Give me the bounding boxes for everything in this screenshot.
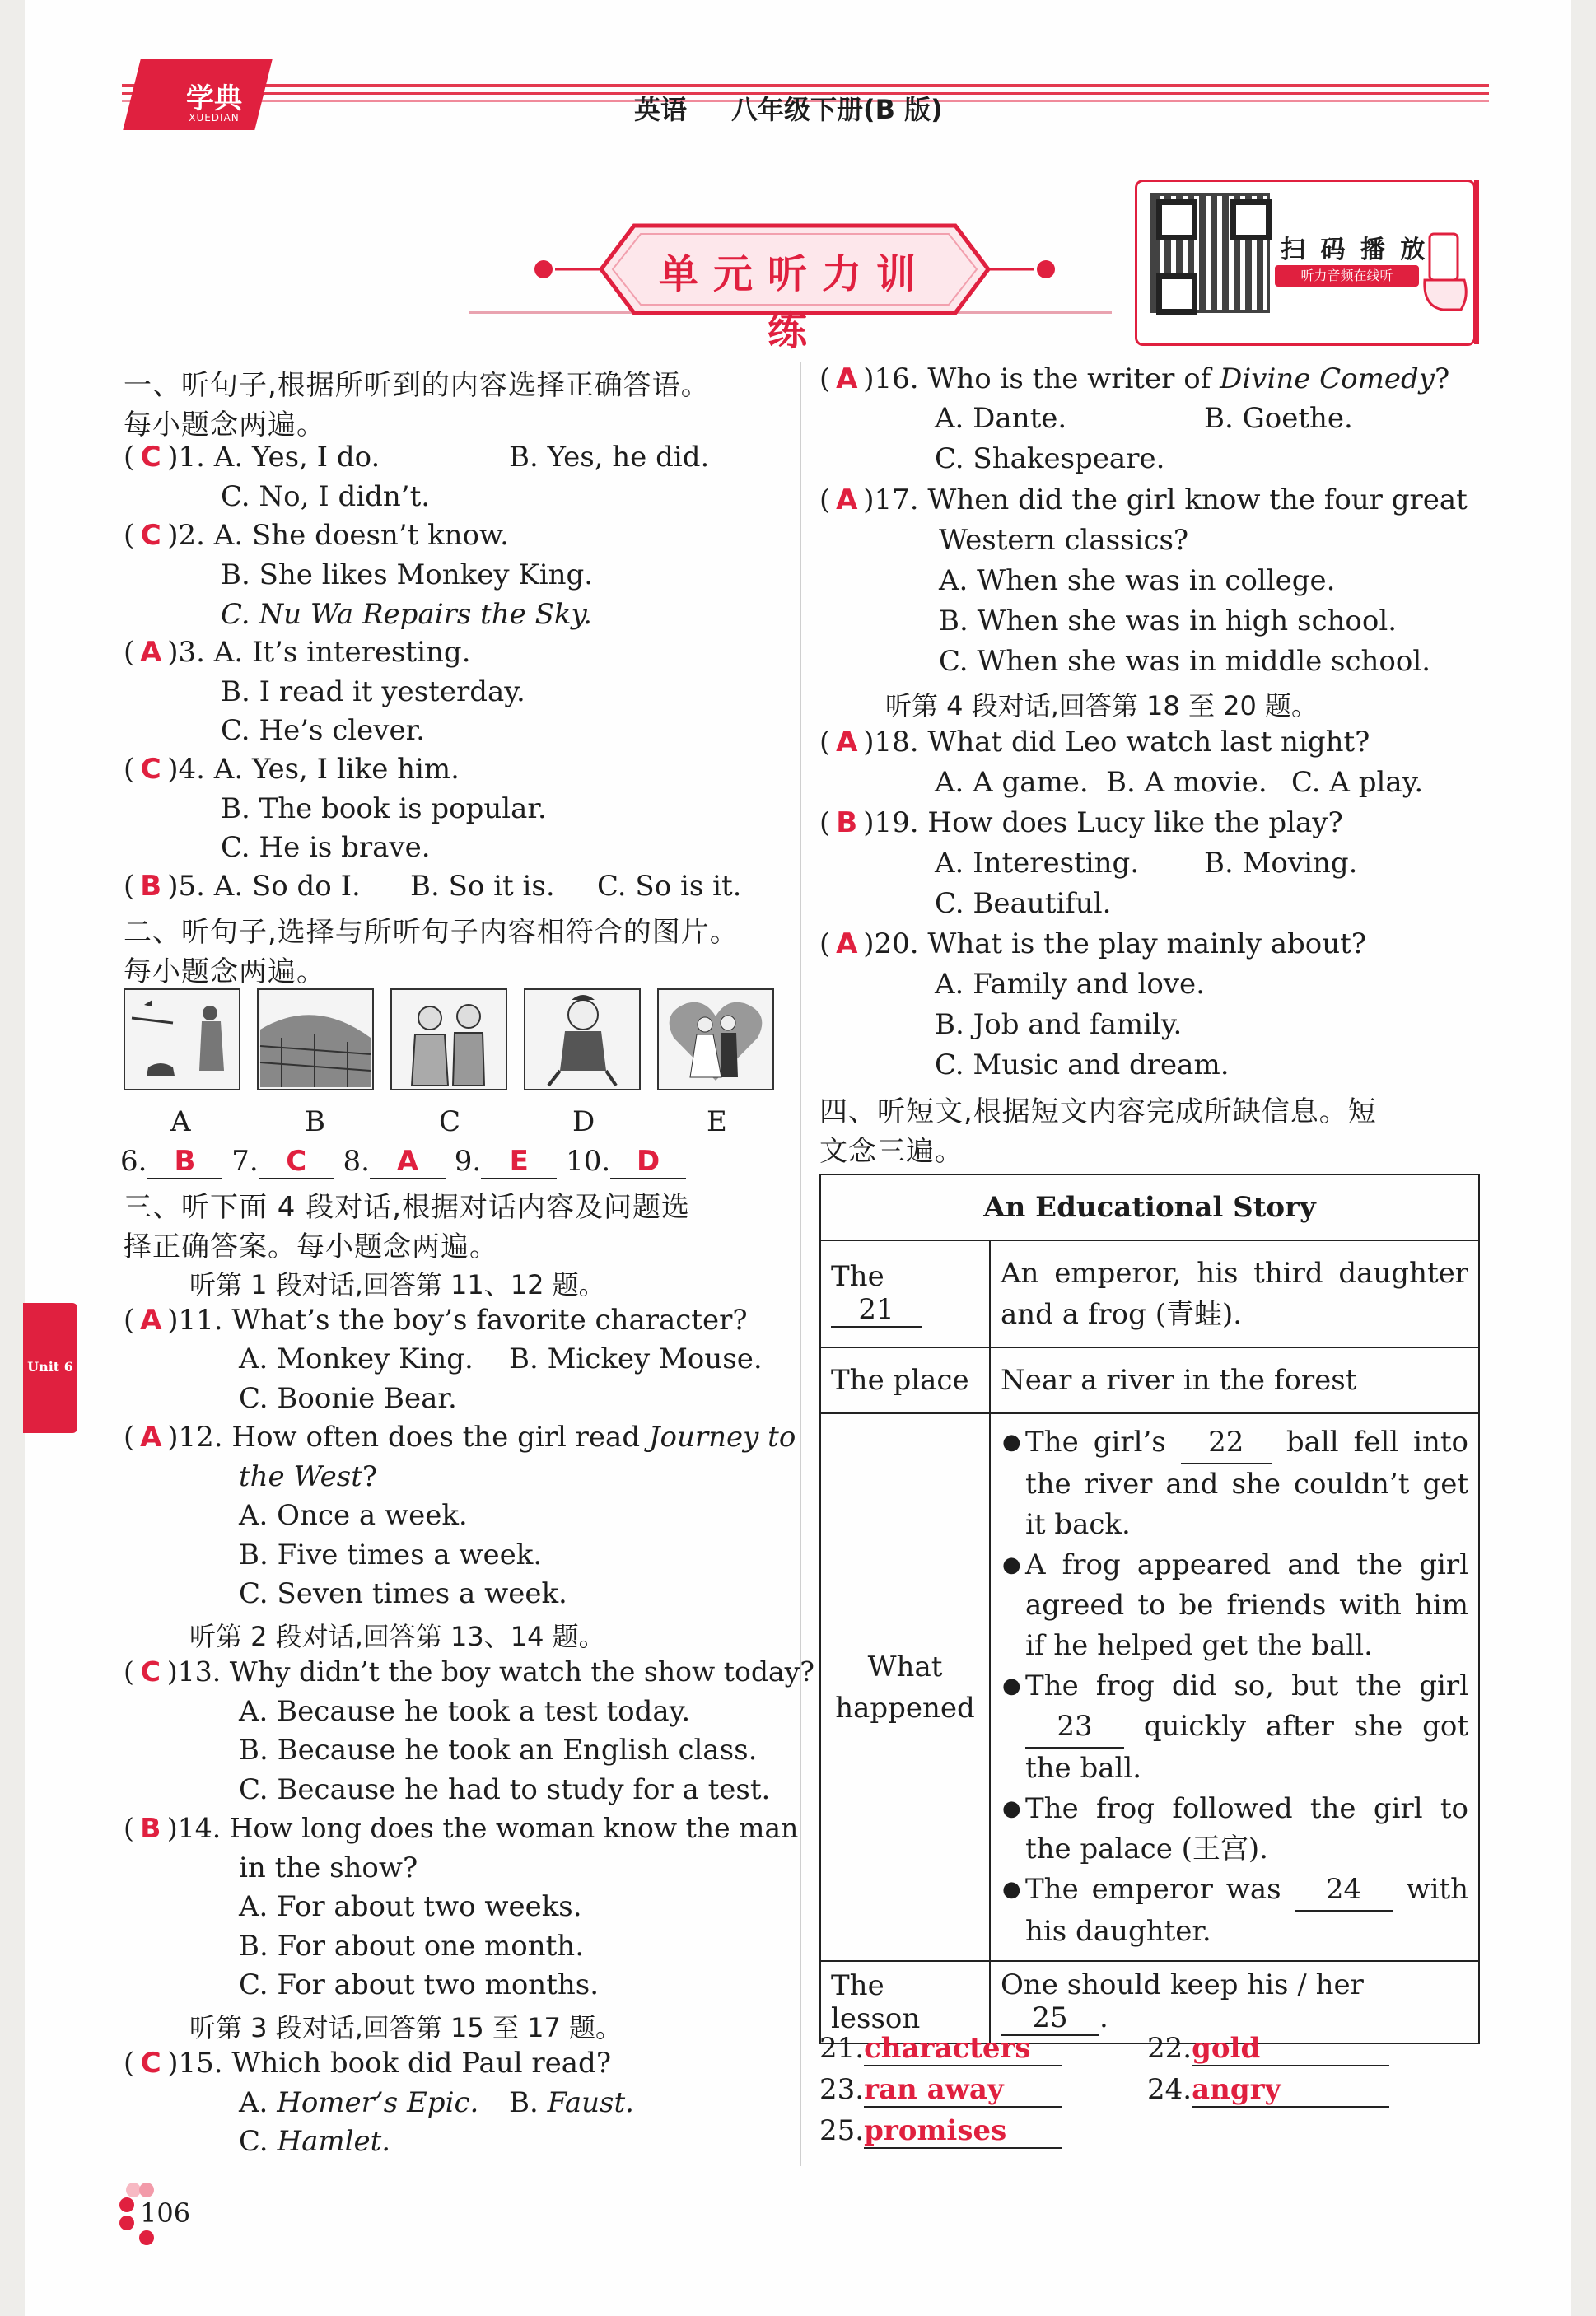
blank-25[interactable]: 25 bbox=[1001, 2001, 1099, 2036]
answer-21: characters bbox=[864, 2032, 1031, 2065]
q20-option-a: A. Family and love. bbox=[935, 968, 1205, 1001]
picture-a-hunter bbox=[124, 988, 240, 1090]
answer-line-24: 24.angry bbox=[1147, 2073, 1389, 2108]
event-5: ● The emperor was 24 with his daughter. bbox=[1001, 1870, 1468, 1952]
unit-side-tab-label: Unit 6 bbox=[27, 1359, 73, 1375]
picture-label-a: A bbox=[170, 1105, 191, 1138]
q18-option-a: A. A game. bbox=[935, 766, 1089, 799]
q11-option-b: B. Mickey Mouse. bbox=[509, 1342, 763, 1375]
row-characters-label: The 21 bbox=[820, 1240, 990, 1347]
row-characters-content: An emperor, his third daughter and a frog (青蛙). bbox=[990, 1240, 1479, 1347]
answer-line-22: 22.gold bbox=[1147, 2032, 1389, 2066]
answer-5: B bbox=[140, 870, 162, 903]
q3-option-b: B. I read it yesterday. bbox=[221, 675, 525, 708]
q12-option-c: C. Seven times a week. bbox=[239, 1577, 567, 1610]
answer-line-23: 23.ran away bbox=[819, 2073, 1062, 2108]
answer-18: A bbox=[836, 726, 858, 759]
answer-20: A bbox=[836, 927, 858, 960]
q4-option-b: B. The book is popular. bbox=[221, 792, 547, 825]
question-1: ( C )1. A. Yes, I do. bbox=[124, 441, 380, 474]
dialogue-3-label: 听第 3 段对话,回答第 15 至 17 题。 bbox=[189, 2012, 623, 2043]
q16-option-c: C. Shakespeare. bbox=[935, 442, 1165, 475]
q11-option-c: C. Boonie Bear. bbox=[239, 1382, 457, 1415]
question-16: ( A )16. Who is the writer of Divine Comedy? bbox=[819, 362, 1450, 395]
question-3: ( A )3. A. It’s interesting. bbox=[124, 636, 471, 669]
answer-14: B bbox=[140, 1812, 161, 1844]
table-title: An Educational Story bbox=[820, 1174, 1479, 1240]
answer-4: C bbox=[140, 753, 161, 786]
question-14: ( B )14. How long does the woman know the man bbox=[124, 1812, 799, 1844]
q14-option-c: C. For about two months. bbox=[239, 1968, 600, 2001]
answer-8: A bbox=[396, 1145, 419, 1178]
section-3-instruction-2: 择正确答案。每小题念两遍。 bbox=[124, 1230, 498, 1263]
hand-phone-icon bbox=[1418, 231, 1472, 313]
answer-2: C bbox=[140, 519, 161, 552]
qr-sublabel: 听力音频在线听 bbox=[1275, 265, 1419, 287]
q1-option-c: C. No, I didn’t. bbox=[221, 480, 431, 513]
answer-16: A bbox=[836, 362, 858, 395]
row-lesson-label: The lesson bbox=[820, 1961, 990, 2043]
logo-subtext: XUEDIAN bbox=[189, 112, 240, 124]
section-4-instruction: 四、听短文,根据短文内容完成所缺信息。短 bbox=[819, 1095, 1377, 1128]
question-2: ( C )2. A. She doesn’t know. bbox=[124, 519, 509, 552]
q15-option-c: C. Hamlet. bbox=[239, 2125, 391, 2158]
section-1-instruction-2: 每小题念两遍。 bbox=[124, 409, 325, 441]
q13-option-b: B. Because he took an English class. bbox=[239, 1734, 758, 1767]
q16-option-a: A. Dante. bbox=[935, 402, 1067, 435]
q19-option-b: B. Moving. bbox=[1204, 847, 1358, 880]
picture-label-c: C bbox=[439, 1105, 461, 1138]
q15-option-b: B. Faust. bbox=[509, 2086, 634, 2119]
section-4-instruction-2: 文念三遍。 bbox=[819, 1135, 964, 1168]
story-table bbox=[819, 1174, 1480, 2044]
picture-c-old-couple bbox=[390, 988, 507, 1090]
question-11: ( A )11. What’s the boy’s favorite character? bbox=[124, 1304, 748, 1337]
answer-12: A bbox=[140, 1421, 162, 1454]
question-12-cont: the West? bbox=[239, 1460, 378, 1493]
event-2: ● A frog appeared and the girl agreed to be friends with him if he helped get the ball. bbox=[1001, 1545, 1468, 1666]
question-12: ( A )12. How often does the girl read Journey to bbox=[124, 1421, 796, 1454]
answer-6: B bbox=[174, 1145, 196, 1178]
q4-option-c: C. He is brave. bbox=[221, 831, 431, 864]
banner-title: 单元听力训练 bbox=[658, 251, 931, 354]
answer-row-6-10: 6. B 7. C 8. A 9. E 10. D bbox=[120, 1145, 686, 1179]
answer-23: ran away bbox=[864, 2073, 1004, 2106]
qr-label: 扫 码 播 放 bbox=[1281, 236, 1429, 264]
question-13: ( C )13. Why didn’t the boy watch the show today? bbox=[124, 1655, 814, 1688]
section-2-instruction: 二、听句子,选择与所听句子内容相符合的图片。 bbox=[124, 916, 739, 949]
q5-option-c: C. So is it. bbox=[597, 870, 742, 903]
answer-3: A bbox=[140, 636, 162, 669]
q19-option-c: C. Beautiful. bbox=[935, 887, 1112, 920]
q2-option-b: B. She likes Monkey King. bbox=[221, 558, 594, 591]
q14-option-a: A. For about two weeks. bbox=[239, 1890, 582, 1923]
page-number: 106 bbox=[140, 2197, 191, 2229]
section-1-instruction: 一、听句子,根据所听到的内容选择正确答语。 bbox=[124, 369, 710, 402]
dialogue-1-label: 听第 1 段对话,回答第 11、12 题。 bbox=[189, 1269, 605, 1300]
blank-22[interactable]: 22 bbox=[1181, 1422, 1272, 1464]
answer-1: C bbox=[140, 441, 161, 474]
picture-label-d: D bbox=[572, 1105, 595, 1138]
answer-9: E bbox=[509, 1145, 529, 1178]
q17-option-b: B. When she was in high school. bbox=[939, 605, 1398, 637]
answer-line-21: 21.characters bbox=[819, 2032, 1062, 2066]
answer-19: B bbox=[836, 806, 858, 839]
q5-option-b: B. So it is. bbox=[410, 870, 555, 903]
answer-15: C bbox=[140, 2047, 161, 2080]
answer-7: C bbox=[286, 1145, 307, 1178]
q3-option-c: C. He’s clever. bbox=[221, 714, 425, 747]
section-2-instruction-2: 每小题念两遍。 bbox=[124, 955, 325, 988]
answer-17: A bbox=[836, 483, 858, 516]
q2-option-c: C. Nu Wa Repairs the Sky. bbox=[221, 598, 592, 631]
row-place-content: Near a river in the forest bbox=[990, 1347, 1479, 1413]
q17-option-c: C. When she was in middle school. bbox=[939, 645, 1431, 678]
question-20: ( A )20. What is the play mainly about? bbox=[819, 927, 1367, 960]
picture-d-sad-man bbox=[524, 988, 641, 1090]
section-3-instruction: 三、听下面 4 段对话,根据对话内容及问题选 bbox=[124, 1191, 691, 1224]
q12-option-a: A. Once a week. bbox=[239, 1499, 468, 1532]
column-divider bbox=[800, 362, 801, 2166]
q13-option-a: A. Because he took a test today. bbox=[239, 1695, 691, 1728]
q14-option-b: B. For about one month. bbox=[239, 1930, 585, 1963]
blank-23[interactable]: 23 bbox=[1025, 1707, 1124, 1749]
row-events-content bbox=[990, 1413, 1479, 1961]
header-subject: 英语 bbox=[634, 94, 688, 125]
answer-22: gold bbox=[1192, 2032, 1261, 2065]
q16-option-b: B. Goethe. bbox=[1204, 402, 1353, 435]
header-grade: 八年级下册(B 版) bbox=[731, 94, 943, 125]
blank-21[interactable]: 21 bbox=[831, 1293, 922, 1328]
q18-option-c: C. A play. bbox=[1291, 766, 1424, 799]
row-place-label: The place bbox=[820, 1347, 990, 1413]
question-15: ( C )15. Which book did Paul read? bbox=[124, 2047, 612, 2080]
q1-option-b: B. Yes, he did. bbox=[509, 441, 710, 474]
dialogue-2-label: 听第 2 段对话,回答第 13、14 题。 bbox=[189, 1621, 605, 1652]
q12-option-b: B. Five times a week. bbox=[239, 1539, 543, 1571]
question-17-cont: Western classics? bbox=[939, 524, 1189, 557]
logo-text: 学典 bbox=[186, 82, 242, 115]
q15-option-a: A. Homer’s Epic. bbox=[239, 2086, 479, 2119]
answer-13: C bbox=[140, 1655, 161, 1688]
q11-option-a: A. Monkey King. bbox=[239, 1342, 474, 1375]
event-4: ● The frog followed the girl to the palace (王宫). bbox=[1001, 1789, 1468, 1870]
picture-b-wall bbox=[257, 988, 374, 1090]
row-events-label: What happened bbox=[820, 1413, 990, 1961]
question-17: ( A )17. When did the girl know the four great bbox=[819, 483, 1468, 516]
picture-label-e: E bbox=[707, 1105, 727, 1138]
blank-24[interactable]: 24 bbox=[1295, 1870, 1393, 1912]
question-18: ( A )18. What did Leo watch last night? bbox=[819, 726, 1370, 759]
answer-line-25: 25.promises bbox=[819, 2114, 1062, 2149]
question-14-cont: in the show? bbox=[239, 1851, 418, 1884]
question-5: ( B )5. A. So do I. bbox=[124, 870, 361, 903]
answer-25: promises bbox=[864, 2114, 1007, 2147]
row-lesson-content: One should keep his / her 25 . bbox=[990, 1961, 1479, 2043]
q20-option-b: B. Job and family. bbox=[935, 1008, 1183, 1041]
q20-option-c: C. Music and dream. bbox=[935, 1048, 1230, 1081]
answer-11: A bbox=[140, 1304, 162, 1337]
q13-option-c: C. Because he had to study for a test. bbox=[239, 1773, 771, 1806]
q19-option-a: A. Interesting. bbox=[935, 847, 1140, 880]
question-19: ( B )19. How does Lucy like the play? bbox=[819, 806, 1343, 839]
picture-label-b: B bbox=[305, 1105, 325, 1138]
answer-10: D bbox=[637, 1145, 660, 1178]
dialogue-4-label: 听第 4 段对话,回答第 18 至 20 题。 bbox=[885, 690, 1318, 721]
event-1: ● The girl’s 22 ball fell into the river and she couldn’t get it back. bbox=[1001, 1422, 1468, 1545]
question-4: ( C )4. A. Yes, I like him. bbox=[124, 753, 460, 786]
event-3: ● The frog did so, but the girl 23 quickly after she got the ball. bbox=[1001, 1666, 1468, 1789]
picture-e-wedding bbox=[657, 988, 774, 1090]
q17-option-a: A. When she was in college. bbox=[939, 564, 1336, 597]
answer-24: angry bbox=[1192, 2073, 1281, 2106]
q18-option-b: B. A movie. bbox=[1106, 766, 1267, 799]
